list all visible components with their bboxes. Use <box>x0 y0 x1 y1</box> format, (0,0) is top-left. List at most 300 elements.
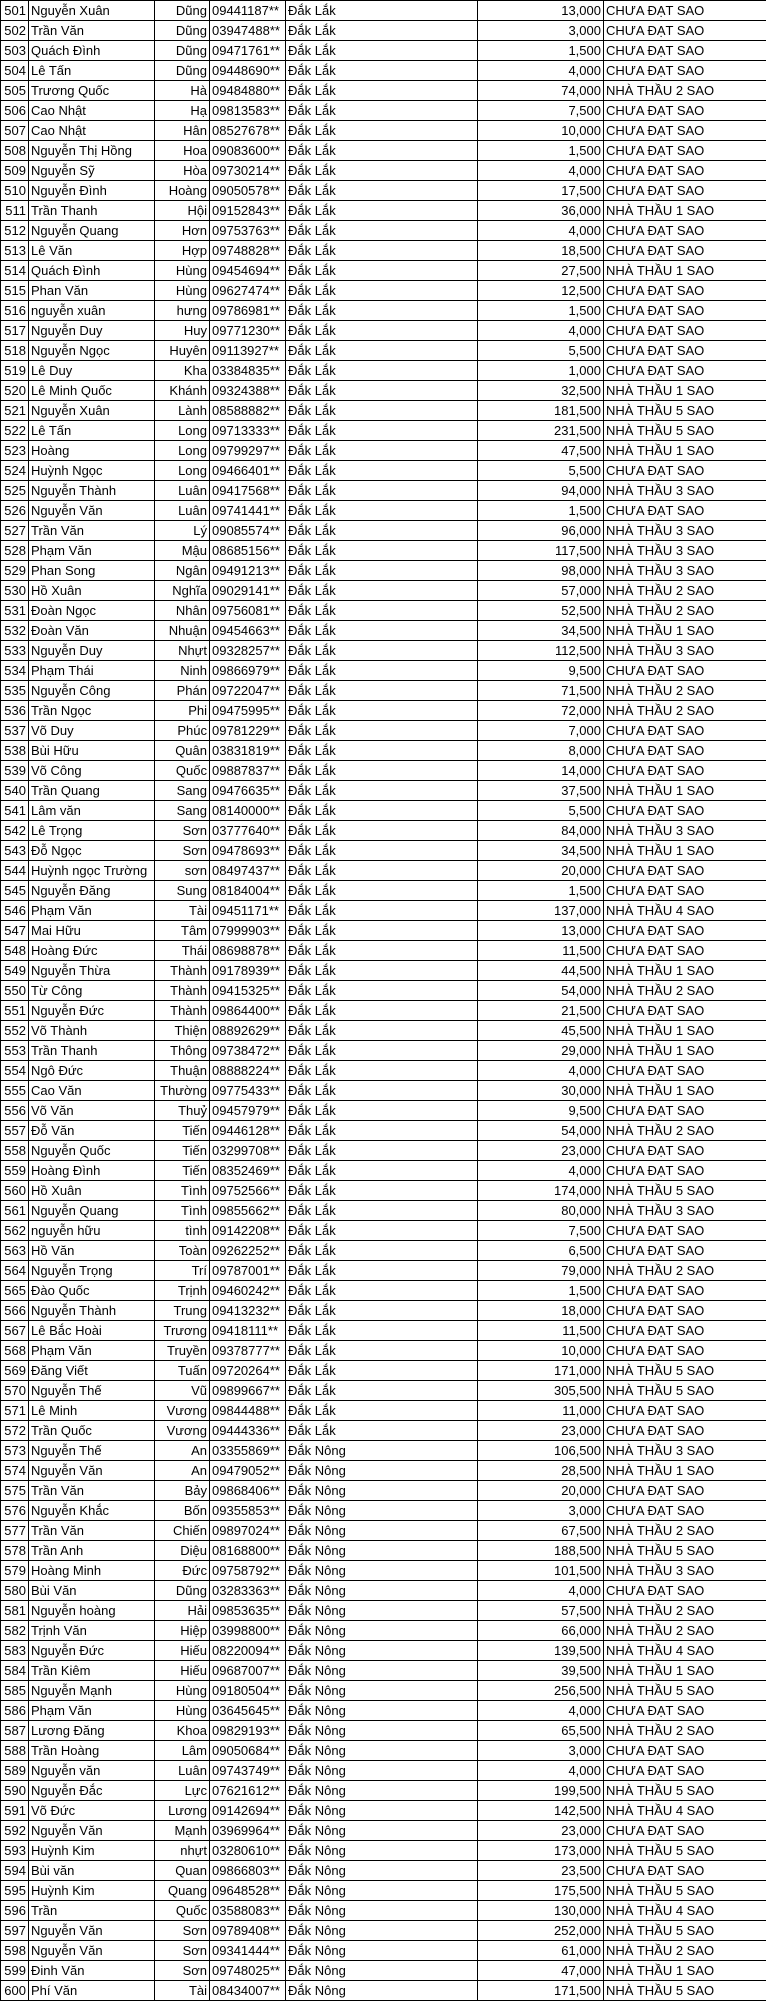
phone-cell: 07999903** <box>210 921 286 941</box>
points-cell: 101,500 <box>478 1561 604 1581</box>
table-row <box>1 761 766 781</box>
phone-cell: 09180504** <box>210 1681 286 1701</box>
table-row <box>1 501 766 521</box>
province-cell: Đắk Nông <box>286 1801 478 1821</box>
row-number-cell: 551 <box>1 1001 29 1021</box>
given-name-cell: Quốc <box>155 1901 210 1921</box>
phone-cell: 09864400** <box>210 1001 286 1021</box>
province-cell: Đắk Lắk <box>286 261 478 281</box>
table-row <box>1 801 766 821</box>
surname-cell: Nguyễn Văn <box>29 1461 155 1481</box>
phone-cell: 09417568** <box>210 481 286 501</box>
phone-cell: 09799297** <box>210 441 286 461</box>
phone-cell: 09446128** <box>210 1121 286 1141</box>
given-name-cell: An <box>155 1441 210 1461</box>
phone-cell: 09758792** <box>210 1561 286 1581</box>
row-number-cell: 553 <box>1 1041 29 1061</box>
province-cell: Đắk Lắk <box>286 1381 478 1401</box>
points-cell: 1,500 <box>478 141 604 161</box>
surname-cell: Cao Văn <box>29 1081 155 1101</box>
province-cell: Đắk Lắk <box>286 921 478 941</box>
given-name-cell: Hùng <box>155 261 210 281</box>
phone-cell: 08527678** <box>210 121 286 141</box>
given-name-cell: Vũ <box>155 1381 210 1401</box>
surname-cell: Nguyễn Thế <box>29 1441 155 1461</box>
row-number-cell: 509 <box>1 161 29 181</box>
surname-cell: Lê Trọng <box>29 821 155 841</box>
phone-cell: 03355869** <box>210 1441 286 1461</box>
province-cell: Đắk Lắk <box>286 501 478 521</box>
rank-cell: NHÀ THẦU 3 SAO <box>604 821 766 841</box>
phone-cell: 07621612** <box>210 1781 286 1801</box>
rank-cell: NHÀ THẦU 2 SAO <box>604 601 766 621</box>
province-cell: Đắk Nông <box>286 1941 478 1961</box>
phone-cell: 09050578** <box>210 181 286 201</box>
table-row <box>1 1221 766 1241</box>
points-cell: 23,000 <box>478 1421 604 1441</box>
points-cell: 305,500 <box>478 1381 604 1401</box>
rank-cell: NHÀ THẦU 3 SAO <box>604 521 766 541</box>
table-row <box>1 1001 766 1021</box>
given-name-cell: Luân <box>155 501 210 521</box>
table-row <box>1 1101 766 1121</box>
points-cell: 106,500 <box>478 1441 604 1461</box>
row-number-cell: 552 <box>1 1021 29 1041</box>
phone-cell: 09829193** <box>210 1721 286 1741</box>
surname-cell: Nguyễn Thế <box>29 1381 155 1401</box>
table-row <box>1 601 766 621</box>
row-number-cell: 558 <box>1 1141 29 1161</box>
province-cell: Đắk Lắk <box>286 1181 478 1201</box>
points-cell: 21,500 <box>478 1001 604 1021</box>
province-cell: Đắk Lắk <box>286 1401 478 1421</box>
row-number-cell: 545 <box>1 881 29 901</box>
given-name-cell: Thuỷ <box>155 1101 210 1121</box>
given-name-cell: Trịnh <box>155 1281 210 1301</box>
table-row <box>1 1621 766 1641</box>
points-cell: 130,000 <box>478 1901 604 1921</box>
surname-cell: Võ Văn <box>29 1101 155 1121</box>
province-cell: Đắk Lắk <box>286 1061 478 1081</box>
table-row <box>1 181 766 201</box>
row-number-cell: 525 <box>1 481 29 501</box>
phone-cell: 09813583** <box>210 101 286 121</box>
province-cell: Đắk Nông <box>286 1661 478 1681</box>
points-cell: 11,500 <box>478 941 604 961</box>
given-name-cell: Bảy <box>155 1481 210 1501</box>
row-number-cell: 526 <box>1 501 29 521</box>
surname-cell: Trần Quốc <box>29 1421 155 1441</box>
table-row <box>1 1121 766 1141</box>
points-cell: 171,500 <box>478 1981 604 2001</box>
points-cell: 14,000 <box>478 761 604 781</box>
phone-cell: 09786981** <box>210 301 286 321</box>
points-cell: 12,500 <box>478 281 604 301</box>
row-number-cell: 514 <box>1 261 29 281</box>
row-number-cell: 524 <box>1 461 29 481</box>
given-name-cell: Nhân <box>155 601 210 621</box>
rank-cell: CHƯA ĐẠT SAO <box>604 41 766 61</box>
row-number-cell: 547 <box>1 921 29 941</box>
row-number-cell: 544 <box>1 861 29 881</box>
phone-cell: 09451171** <box>210 901 286 921</box>
table-row <box>1 1981 766 2001</box>
row-number-cell: 515 <box>1 281 29 301</box>
phone-cell: 09457979** <box>210 1101 286 1121</box>
rank-cell: NHÀ THẦU 2 SAO <box>604 1521 766 1541</box>
given-name-cell: Sung <box>155 881 210 901</box>
surname-cell: Nguyễn Thừa <box>29 961 155 981</box>
rank-cell: NHÀ THẦU 2 SAO <box>604 1601 766 1621</box>
surname-cell: Quách Đình <box>29 261 155 281</box>
province-cell: Đắk Lắk <box>286 301 478 321</box>
given-name-cell: Hòa <box>155 161 210 181</box>
points-cell: 39,500 <box>478 1661 604 1681</box>
rank-cell: NHÀ THẦU 1 SAO <box>604 1081 766 1101</box>
phone-cell: 08352469** <box>210 1161 286 1181</box>
points-cell: 181,500 <box>478 401 604 421</box>
points-cell: 10,000 <box>478 1341 604 1361</box>
surname-cell: Nguyễn Thành <box>29 1301 155 1321</box>
province-cell: Đắk Lắk <box>286 661 478 681</box>
phone-cell: 09460242** <box>210 1281 286 1301</box>
rank-cell: CHƯA ĐẠT SAO <box>604 801 766 821</box>
points-cell: 1,500 <box>478 41 604 61</box>
points-cell: 54,000 <box>478 981 604 1001</box>
given-name-cell: Mạnh <box>155 1821 210 1841</box>
points-cell: 6,500 <box>478 1241 604 1261</box>
table-row <box>1 1021 766 1041</box>
surname-cell: Nguyễn hoàng <box>29 1601 155 1621</box>
given-name-cell: Diệu <box>155 1541 210 1561</box>
surname-cell: Nguyễn văn <box>29 1761 155 1781</box>
rank-cell: CHƯA ĐẠT SAO <box>604 1501 766 1521</box>
phone-cell: 09083600** <box>210 141 286 161</box>
phone-cell: 09471761** <box>210 41 286 61</box>
points-cell: 32,500 <box>478 381 604 401</box>
province-cell: Đắk Nông <box>286 1501 478 1521</box>
row-number-cell: 579 <box>1 1561 29 1581</box>
row-number-cell: 519 <box>1 361 29 381</box>
table-row <box>1 1681 766 1701</box>
phone-cell: 09752566** <box>210 1181 286 1201</box>
province-cell: Đắk Nông <box>286 1681 478 1701</box>
points-cell: 27,500 <box>478 261 604 281</box>
phone-cell: 03280610** <box>210 1841 286 1861</box>
surname-cell: Nguyễn Ngọc <box>29 341 155 361</box>
given-name-cell: Hoàng <box>155 181 210 201</box>
row-number-cell: 585 <box>1 1681 29 1701</box>
row-number-cell: 522 <box>1 421 29 441</box>
table-row <box>1 1141 766 1161</box>
points-cell: 65,500 <box>478 1721 604 1741</box>
points-cell: 34,500 <box>478 621 604 641</box>
rank-cell: NHÀ THẦU 1 SAO <box>604 1661 766 1681</box>
table-row <box>1 1921 766 1941</box>
given-name-cell: Thái <box>155 941 210 961</box>
given-name-cell: Nhựt <box>155 641 210 661</box>
given-name-cell: Khoa <box>155 1721 210 1741</box>
surname-cell: Nguyễn Đình <box>29 181 155 201</box>
given-name-cell: Hùng <box>155 1701 210 1721</box>
province-cell: Đắk Nông <box>286 1881 478 1901</box>
surname-cell: Đỗ Văn <box>29 1121 155 1141</box>
phone-cell: 09866803** <box>210 1861 286 1881</box>
phone-cell: 09413232** <box>210 1301 286 1321</box>
given-name-cell: Thành <box>155 981 210 1001</box>
table-row <box>1 1401 766 1421</box>
surname-cell: Nguyễn Xuân <box>29 1 155 21</box>
row-number-cell: 543 <box>1 841 29 861</box>
row-number-cell: 534 <box>1 661 29 681</box>
row-number-cell: 570 <box>1 1381 29 1401</box>
table-row <box>1 61 766 81</box>
table-row <box>1 321 766 341</box>
given-name-cell: Vương <box>155 1401 210 1421</box>
row-number-cell: 596 <box>1 1901 29 1921</box>
table-row <box>1 1061 766 1081</box>
given-name-cell: Hải <box>155 1601 210 1621</box>
rank-cell: NHÀ THẦU 3 SAO <box>604 561 766 581</box>
surname-cell: Hoàng Minh <box>29 1561 155 1581</box>
points-cell: 94,000 <box>478 481 604 501</box>
points-cell: 7,000 <box>478 721 604 741</box>
phone-cell: 08434007** <box>210 1981 286 2001</box>
phone-cell: 08220094** <box>210 1641 286 1661</box>
phone-cell: 09476635** <box>210 781 286 801</box>
surname-cell: Lương Đăng <box>29 1721 155 1741</box>
rank-cell: NHÀ THẦU 5 SAO <box>604 421 766 441</box>
province-cell: Đắk Lắk <box>286 1021 478 1041</box>
table-row <box>1 901 766 921</box>
row-number-cell: 590 <box>1 1781 29 1801</box>
phone-cell: 09687007** <box>210 1661 286 1681</box>
province-cell: Đắk Lắk <box>286 81 478 101</box>
given-name-cell: Lương <box>155 1801 210 1821</box>
given-name-cell: Hội <box>155 201 210 221</box>
row-number-cell: 555 <box>1 1081 29 1101</box>
table-row <box>1 141 766 161</box>
rank-cell: CHƯA ĐẠT SAO <box>604 1321 766 1341</box>
province-cell: Đắk Nông <box>286 1601 478 1621</box>
rank-cell: CHƯA ĐẠT SAO <box>604 761 766 781</box>
given-name-cell: Trung <box>155 1301 210 1321</box>
province-cell: Đắk Lắk <box>286 181 478 201</box>
surname-cell: Đinh Văn <box>29 1961 155 1981</box>
table-row <box>1 1661 766 1681</box>
rank-cell: NHÀ THẦU 1 SAO <box>604 621 766 641</box>
given-name-cell: Luân <box>155 1761 210 1781</box>
surname-cell: Phạm Văn <box>29 541 155 561</box>
rank-cell: CHƯA ĐẠT SAO <box>604 1581 766 1601</box>
surname-cell: Trần Anh <box>29 1541 155 1561</box>
province-cell: Đắk Lắk <box>286 361 478 381</box>
given-name-cell: Bốn <box>155 1501 210 1521</box>
points-cell: 4,000 <box>478 1701 604 1721</box>
table-row <box>1 1641 766 1661</box>
row-number-cell: 536 <box>1 701 29 721</box>
surname-cell: Bùi Hữu <box>29 741 155 761</box>
table-row <box>1 1321 766 1341</box>
row-number-cell: 516 <box>1 301 29 321</box>
row-number-cell: 565 <box>1 1281 29 1301</box>
surname-cell: nguyễn xuân <box>29 301 155 321</box>
province-cell: Đắk Lắk <box>286 1281 478 1301</box>
phone-cell: 09466401** <box>210 461 286 481</box>
surname-cell: Trần Quang <box>29 781 155 801</box>
phone-cell: 03969964** <box>210 1821 286 1841</box>
rank-cell: NHÀ THẦU 2 SAO <box>604 1121 766 1141</box>
surname-cell: Phạm Văn <box>29 901 155 921</box>
points-cell: 142,500 <box>478 1801 604 1821</box>
row-number-cell: 562 <box>1 1221 29 1241</box>
table-row <box>1 1081 766 1101</box>
surname-cell: Nguyễn Mạnh <box>29 1681 155 1701</box>
province-cell: Đắk Lắk <box>286 341 478 361</box>
rank-cell: CHƯA ĐẠT SAO <box>604 1861 766 1881</box>
phone-cell: 09484880** <box>210 81 286 101</box>
points-cell: 1,500 <box>478 501 604 521</box>
given-name-cell: Tiến <box>155 1161 210 1181</box>
given-name-cell: Dũng <box>155 61 210 81</box>
points-cell: 5,500 <box>478 341 604 361</box>
phone-cell: 09771230** <box>210 321 286 341</box>
surname-cell: Đoàn Văn <box>29 621 155 641</box>
phone-cell: 09415325** <box>210 981 286 1001</box>
table-row <box>1 1781 766 1801</box>
table-row <box>1 1421 766 1441</box>
given-name-cell: Hà <box>155 81 210 101</box>
given-name-cell: Sơn <box>155 821 210 841</box>
table-row <box>1 661 766 681</box>
surname-cell: Nguyễn Xuân <box>29 401 155 421</box>
rank-cell: NHÀ THẦU 2 SAO <box>604 1721 766 1741</box>
given-name-cell: Quốc <box>155 761 210 781</box>
rank-cell: NHÀ THẦU 5 SAO <box>604 1381 766 1401</box>
given-name-cell: Chiến <box>155 1521 210 1541</box>
surname-cell: Nguyễn Thành <box>29 481 155 501</box>
given-name-cell: Hiếu <box>155 1661 210 1681</box>
given-name-cell: Thông <box>155 1041 210 1061</box>
province-cell: Đắk Lắk <box>286 1121 478 1141</box>
table-row <box>1 1441 766 1461</box>
points-cell: 80,000 <box>478 1201 604 1221</box>
province-cell: Đắk Lắk <box>286 1101 478 1121</box>
given-name-cell: Tuấn <box>155 1361 210 1381</box>
given-name-cell: Huy <box>155 321 210 341</box>
table-row <box>1 1901 766 1921</box>
given-name-cell: Hơn <box>155 221 210 241</box>
table-row <box>1 1741 766 1761</box>
province-cell: Đắk Lắk <box>286 741 478 761</box>
rank-cell: CHƯA ĐẠT SAO <box>604 361 766 381</box>
row-number-cell: 505 <box>1 81 29 101</box>
table-row <box>1 1541 766 1561</box>
given-name-cell: Thành <box>155 1001 210 1021</box>
points-cell: 52,500 <box>478 601 604 621</box>
province-cell: Đắk Lắk <box>286 241 478 261</box>
province-cell: Đắk Nông <box>286 1521 478 1541</box>
points-cell: 61,000 <box>478 1941 604 1961</box>
row-number-cell: 533 <box>1 641 29 661</box>
phone-cell: 08588882** <box>210 401 286 421</box>
surname-cell: Phan Văn <box>29 281 155 301</box>
points-cell: 5,500 <box>478 461 604 481</box>
row-number-cell: 564 <box>1 1261 29 1281</box>
surname-cell: Phan Song <box>29 561 155 581</box>
rank-cell: NHÀ THẦU 2 SAO <box>604 81 766 101</box>
surname-cell: Nguyễn Thị Hồng <box>29 141 155 161</box>
row-number-cell: 556 <box>1 1101 29 1121</box>
given-name-cell: Hiếu <box>155 1641 210 1661</box>
phone-cell: 09478693** <box>210 841 286 861</box>
row-number-cell: 506 <box>1 101 29 121</box>
points-cell: 9,500 <box>478 661 604 681</box>
given-name-cell: Lành <box>155 401 210 421</box>
rank-cell: NHÀ THẦU 3 SAO <box>604 1561 766 1581</box>
phone-cell: 09730214** <box>210 161 286 181</box>
table-row <box>1 381 766 401</box>
row-number-cell: 568 <box>1 1341 29 1361</box>
given-name-cell: Lực <box>155 1781 210 1801</box>
row-number-cell: 537 <box>1 721 29 741</box>
province-cell: Đắk Nông <box>286 1741 478 1761</box>
rank-cell: NHÀ THẦU 3 SAO <box>604 541 766 561</box>
given-name-cell: Tài <box>155 1981 210 2001</box>
points-cell: 11,000 <box>478 1401 604 1421</box>
table-row <box>1 401 766 421</box>
row-number-cell: 528 <box>1 541 29 561</box>
phone-cell: 09748025** <box>210 1961 286 1981</box>
phone-cell: 03947488** <box>210 21 286 41</box>
table-row <box>1 1201 766 1221</box>
given-name-cell: Mậu <box>155 541 210 561</box>
rank-cell: CHƯA ĐẠT SAO <box>604 1481 766 1501</box>
given-name-cell: Dũng <box>155 21 210 41</box>
surname-cell: Hoàng Đức <box>29 941 155 961</box>
phone-cell: 09050684** <box>210 1741 286 1761</box>
row-number-cell: 521 <box>1 401 29 421</box>
given-name-cell: Trương <box>155 1321 210 1341</box>
row-number-cell: 538 <box>1 741 29 761</box>
phone-cell: 09178939** <box>210 961 286 981</box>
points-cell: 1,500 <box>478 1281 604 1301</box>
given-name-cell: An <box>155 1461 210 1481</box>
surname-cell: Nguyễn Quốc <box>29 1141 155 1161</box>
row-number-cell: 512 <box>1 221 29 241</box>
points-cell: 117,500 <box>478 541 604 561</box>
surname-cell: Võ Công <box>29 761 155 781</box>
province-cell: Đắk Lắk <box>286 321 478 341</box>
surname-cell: Trần Ngọc <box>29 701 155 721</box>
row-number-cell: 508 <box>1 141 29 161</box>
phone-cell: 09781229** <box>210 721 286 741</box>
phone-cell: 09142694** <box>210 1801 286 1821</box>
rank-cell: NHÀ THẦU 4 SAO <box>604 901 766 921</box>
surname-cell: Đoàn Ngọc <box>29 601 155 621</box>
phone-cell: 09441187** <box>210 1 286 21</box>
table-row <box>1 841 766 861</box>
points-cell: 4,000 <box>478 161 604 181</box>
rank-cell: NHÀ THẦU 2 SAO <box>604 581 766 601</box>
province-cell: Đắk Lắk <box>286 821 478 841</box>
surname-cell: Đăng Viết <box>29 1361 155 1381</box>
province-cell: Đắk Nông <box>286 1861 478 1881</box>
phone-cell: 03588083** <box>210 1901 286 1921</box>
rank-cell: CHƯA ĐẠT SAO <box>604 181 766 201</box>
row-number-cell: 557 <box>1 1121 29 1141</box>
phone-cell: 09491213** <box>210 561 286 581</box>
